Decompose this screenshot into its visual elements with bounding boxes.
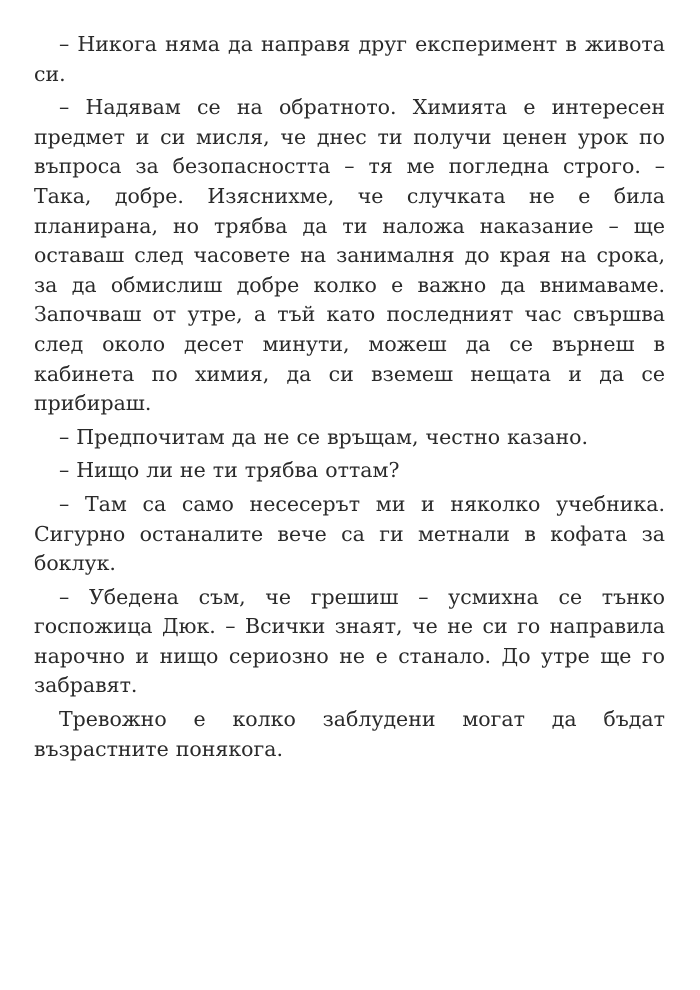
paragraph: – Никога няма да направя друг експеримент в живота си. bbox=[34, 32, 665, 86]
paragraph: – Там са само несесерът ми и няколко учебника. Сигурно останалите вече са ги метнали в кофата за боклук. bbox=[34, 491, 665, 576]
paragraph: – Убедена съм, че грешиш – усмихна се тънко госпожица Дюк. – Всички знаят, че не си го направила нарочно и нищо сериозно не е станало. До утре ще го забравят. bbox=[34, 584, 665, 698]
paragraph: Тревожно е колко заблудени могат да бъдат възрастните понякога. bbox=[34, 707, 665, 761]
paragraph: – Надявам се на обратното. Химията е интересен предмет и си мисля, че днес ти получи ценен урок по въпроса за безопасността – тя ме погледна строго. – Така, добре. Изяснихме, че случката не е била планирана, но трябва да ти наложа наказание – ще оставаш след часовете на занималня до края на срока, за да обмислиш добре колко е важно да внимаваме. Започваш от утре, а тъй като последният час свършва след около десет минути, можеш да се върнеш в кабинета по химия, да си вземеш нещата и да се прибираш. bbox=[34, 95, 665, 416]
book-page bbox=[34, 30, 665, 768]
paragraph: – Нищо ли не ти трябва оттам? bbox=[59, 458, 400, 483]
paragraph: – Предпочитам да не се връщам, честно казано. bbox=[59, 424, 589, 449]
